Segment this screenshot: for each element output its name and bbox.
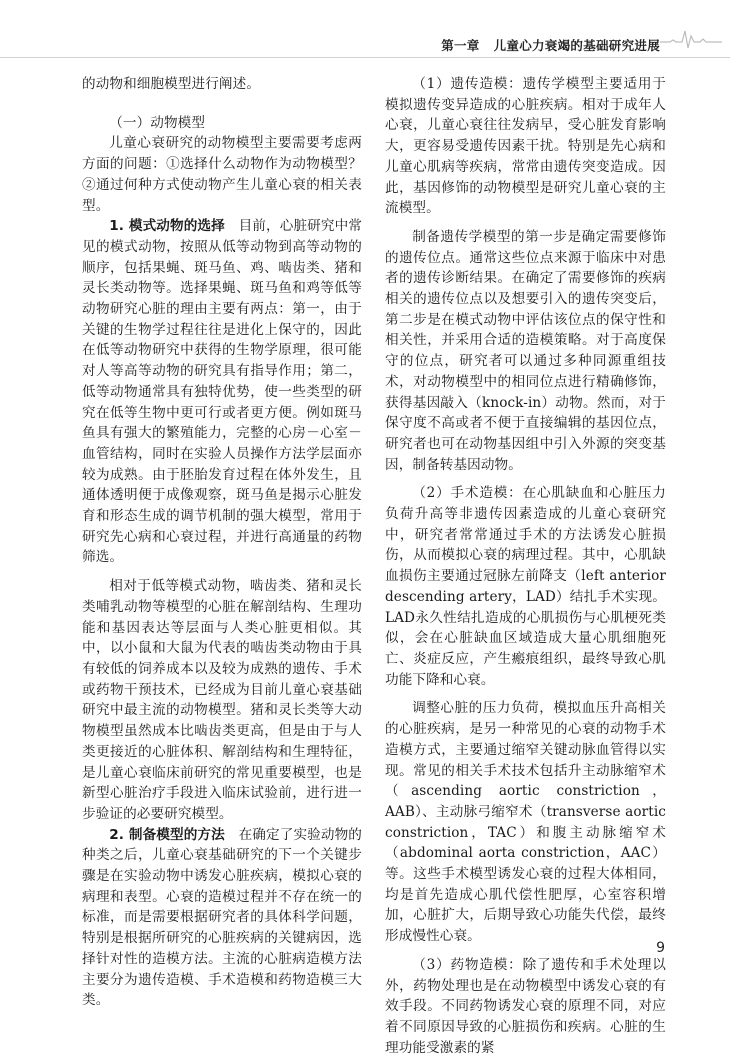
header-rule xyxy=(0,57,730,58)
page-number: 9 xyxy=(656,940,665,956)
paragraph-drug-models: （3）药物造模：除了遗传和手术处理以外，药物处理也是在动物模型中诱发心衰的有效手段。不同药物诱发心衰的原理不同，对应着不同原因导致的心脏损伤和疾病。心脏的生理功能受激素的紧 xyxy=(385,956,666,1056)
paragraph-model-methods-body: 在确定了实验动物的种类之后，儿童心衰基础研究的下一个关键步骤是在实验动物中诱发心脏疾病，模拟心衰的病理和表型。心衰的造模过程并不存在统一的标准，而是需要根据研究者的具体科学问题，特别是根据所研究的心脏疾病的关键病因，选择针对性的造模方法。主流的心脏病造模方法主要分为遗传造模、手术造模和药物造模三大类。 xyxy=(82,826,362,1009)
header-text xyxy=(441,36,660,54)
paragraph-model-animals-body: 目前，心脏研究中常见的模式动物，按照从低等动物到高等动物的顺序，包括果蝇、斑马鱼、鸡、啮齿类、猪和灵长类动物等。选择果蝇、斑马鱼和鸡等低等动物研究心脏的理由主要有两点：第一，由于关键的生物学过程往往是进化上保守的，因此在低等动物研究中获得的生物学原理，很可能对人等高等动物的研究具有指导作用；第二，低等动物通常具有独特优势，使一些类型的研究在低等生物中更可行或者更方便。例如斑马鱼具有强大的繁殖能力，完整的心房－心室－血管结构，同时在实验人员操作方法学层面亦较为成熟。由于胚胎发育过程在体外发生，且通体透明便于成像观察，斑马鱼是揭示心脏发育和形态生成的调节机制的强大模型，常用于研究先心病和心衰过程，并进行高通量的药物筛选。 xyxy=(82,218,362,566)
running-header xyxy=(0,0,730,58)
header-title: 儿童心力衰竭的基础研究进展 xyxy=(493,38,660,53)
subheading-model-methods: 2. 制备模型的方法 xyxy=(109,826,225,843)
paragraph-genetic-models: （1）遗传造模：遗传学模型主要适用于模拟遗传变异造成的心脏疾病。相对于成年人心衰，儿童心衰往往发病早，受心脏发育影响大，更容易受遗传因素干扰。特别是先心病和儿童心肌病等疾病，常常由遗传突变造成。因此，基因修饰的动物模型是研究儿童心衰的主流模型。 xyxy=(385,76,666,217)
right-column xyxy=(385,74,666,1058)
paragraph-surgical-models: （2）手术造模：在心肌缺血和心脏压力负荷升高等非遗传因素造成的儿童心衰研究中，研究者常常通过手术的方法诱发心脏损伤，从而模拟心衰的病理过程。其中，心肌缺血损伤主要通过冠脉左前降支（left anterior descending artery，LAD）结扎手术实现。LAD永久性结扎造成的心肌损伤与心肌梗死类似，会在心脏缺血区域造成大量心肌细胞死亡、炎症反应，产生瘢痕组织，最终导致心肌功能下降和心衰。 xyxy=(385,485,666,688)
paragraph-mammal-models: 相对于低等模式动物，啮齿类、猪和灵长类哺乳动物等模型的心脏在解剖结构、生理功能和基因表达等层面与人类心脏更相似。其中，以小鼠和大鼠为代表的啮齿类动物由于具有较低的饲养成本以及较为成熟的遗传、手术或药物干预技术，已经成为目前儿童心衰基础研究中最主流的动物模型。猪和灵长类等大动物模型虽然成本比啮齿类更高，但是由于与人类更接近的心脏体积、解剖结构和生理特征，是儿童心衰临床前研究的常见重要模型，也是新型心脏治疗手段进入临床试验前，进行进一步验证的必要研究模型。 xyxy=(82,578,362,822)
header-chapter: 第一章 xyxy=(441,38,480,53)
left-column xyxy=(82,74,362,1011)
paragraph-genetic-steps: 制备遗传学模型的第一步是确定需要修饰的遗传位点。通常这些位点来源于临床中对患者的遗传诊断结果。在确定了需要修饰的疾病相关的遗传位点以及想要引入的遗传突变后，第二步是在模式动物中评估该位点的保守性和相关性，并采用合适的造模策略。对于高度保守的位点，研究者可以通过多种同源重组技术，对动物模型中的相同位点进行精确修饰，获得基因敲入（knock-in）动物。然而，对于保守度不高或者不便于直接编辑的基因位点，研究者也可在动物基因组中引入外源的突变基因，制备转基因动物。 xyxy=(385,228,666,473)
paragraph-model-animals xyxy=(82,216,362,568)
paragraph-intro: 儿童心衰研究的动物模型主要需要考虑两方面的问题：①选择什么动物作为动物模型？②通过何种方式使动物产生儿童心衰的相关表型。 xyxy=(82,135,362,214)
section-heading: （一）动物模型 xyxy=(109,114,206,131)
subheading-model-animals: 1. 模式动物的选择 xyxy=(109,218,225,235)
paragraph-continuation: 的动物和细胞模型进行阐述。 xyxy=(82,76,261,92)
heartbeat-icon xyxy=(660,28,722,50)
paragraph-model-methods xyxy=(82,825,362,1011)
paragraph-pressure-overload: 调整心脏的压力负荷，模拟血压升高相关的心脏疾病，是另一种常见的心衰的动物手术造模方式，主要通过缩窄关键动脉血管得以实现。常见的相关手术技术包括升主动脉缩窄术（ascending aortic constriction，AAB）、主动脉弓缩窄术（transverse aortic constriction，TAC）和腹主动脉缩窄术（abdominal aorta constriction，AAC）等。这些手术模型诱发心衰的过程大体相同，均是首先造成心肌代偿性肥厚，心室容积增加，心脏扩大，后期导致心功能失代偿，最终形成慢性心衰。 xyxy=(385,700,666,945)
